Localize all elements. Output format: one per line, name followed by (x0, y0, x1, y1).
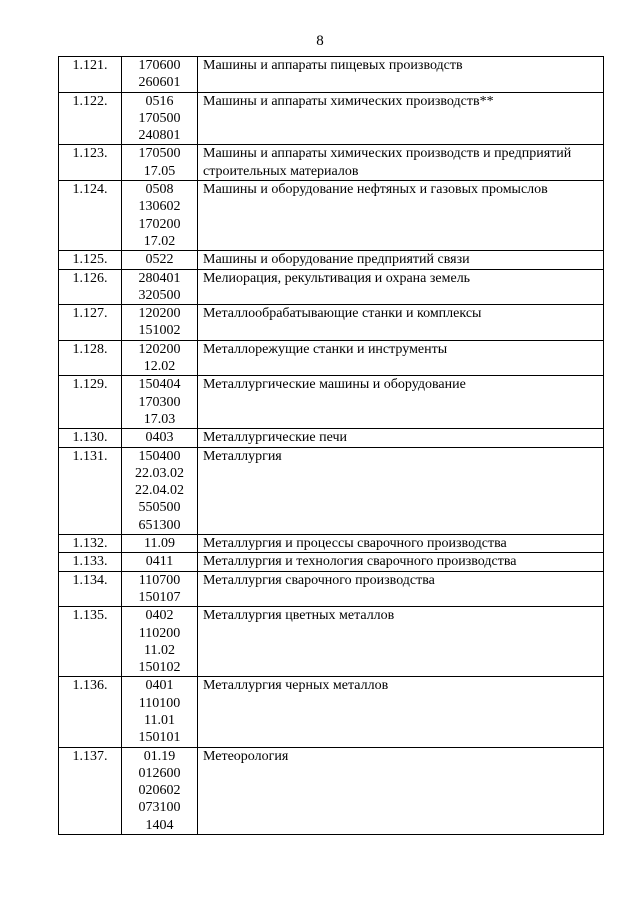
row-number: 1.124. (59, 181, 122, 251)
specialty-code: 0411 (145, 554, 174, 570)
specialty-codes (122, 376, 198, 429)
specialty-codes (122, 340, 198, 376)
specialty-name: Металлургия и процессы сварочного производства (198, 535, 604, 553)
specialty-code: 0508 (145, 182, 174, 198)
specialty-name: Машины и оборудование предприятий связи (198, 251, 604, 269)
specialty-code: 17.05 (143, 163, 176, 179)
row-number: 1.126. (59, 269, 122, 305)
specialty-name: Машины и аппараты химических производств** (198, 92, 604, 145)
row-number: 1.125. (59, 251, 122, 269)
specialty-code: 170500 (138, 146, 181, 162)
specialty-code: 012600 (138, 765, 181, 781)
row-number: 1.135. (59, 607, 122, 677)
row-number: 1.130. (59, 429, 122, 447)
specialty-code: 01.19 (143, 748, 176, 764)
specialty-codes (122, 535, 198, 553)
specialty-code: 073100 (138, 800, 181, 816)
row-number: 1.136. (59, 677, 122, 747)
specialty-codes (122, 181, 198, 251)
specialty-name: Металлургия черных металлов (198, 677, 604, 747)
specialty-name: Мелиорация, рекультивация и охрана земель (198, 269, 604, 305)
specialty-code: 170500 (138, 110, 181, 126)
specialty-name: Металлургические машины и оборудование (198, 376, 604, 429)
table-row (59, 553, 604, 571)
page-number: 8 (316, 33, 324, 49)
specialty-name: Металлургия и технология сварочного производства (198, 553, 604, 571)
specialty-name: Метеорология (198, 747, 604, 834)
row-number: 1.132. (59, 535, 122, 553)
specialty-codes (122, 447, 198, 534)
row-number: 1.137. (59, 747, 122, 834)
specialty-code: 110100 (138, 695, 181, 711)
specialty-code: 1404 (145, 817, 174, 833)
specialty-code: 150404 (138, 377, 181, 393)
specialty-code: 12.02 (143, 359, 176, 375)
specialty-code: 11.09 (144, 536, 175, 552)
specialty-code: 17.02 (143, 233, 176, 249)
specialty-codes (122, 747, 198, 834)
specialty-codes (122, 92, 198, 145)
table-row (59, 535, 604, 553)
specialty-codes (122, 269, 198, 305)
specialty-codes (122, 553, 198, 571)
specialty-code: 0516 (145, 93, 174, 109)
specialty-code: 150107 (138, 589, 181, 605)
specialty-code: 0401 (145, 678, 174, 694)
row-number: 1.122. (59, 92, 122, 145)
specialty-code: 110200 (138, 625, 181, 641)
specialty-name: Машины и аппараты химических производств и предприятий строительных материалов (198, 145, 604, 181)
specialty-name: Металлургия (198, 447, 604, 534)
specialty-code: 120200 (138, 306, 181, 322)
table-row (59, 269, 604, 305)
table-row (59, 305, 604, 341)
specialty-codes (122, 305, 198, 341)
specialty-code: 120200 (138, 341, 181, 357)
specialty-code: 17.03 (143, 411, 176, 427)
specialty-code: 240801 (138, 128, 181, 144)
specialty-codes (122, 145, 198, 181)
row-number: 1.127. (59, 305, 122, 341)
table-row (59, 571, 604, 607)
specialty-code: 11.01 (144, 712, 175, 728)
specialty-code: 151002 (138, 323, 181, 339)
specialty-code: 150101 (138, 730, 181, 746)
specialty-codes (122, 429, 198, 447)
specialty-codes-table (58, 56, 604, 835)
specialty-code: 22.03.02 (135, 465, 184, 481)
row-number: 1.128. (59, 340, 122, 376)
specialty-code: 0402 (145, 608, 174, 624)
specialty-name: Металлургия цветных металлов (198, 607, 604, 677)
table-body (59, 57, 604, 835)
row-number: 1.129. (59, 376, 122, 429)
specialty-code: 651300 (138, 517, 181, 533)
specialty-name: Машины и оборудование нефтяных и газовых промыслов (198, 181, 604, 251)
specialty-code: 130602 (138, 199, 181, 215)
table-row (59, 429, 604, 447)
specialty-name: Металлургия сварочного производства (198, 571, 604, 607)
table-row (59, 92, 604, 145)
specialty-code: 170600 (138, 58, 181, 73)
specialty-code: 020602 (138, 783, 181, 799)
specialty-code: 22.04.02 (135, 483, 184, 499)
specialty-code: 280401 (138, 270, 181, 286)
table-row (59, 607, 604, 677)
specialty-codes (122, 571, 198, 607)
row-number: 1.123. (59, 145, 122, 181)
specialty-name: Металлообрабатывающие станки и комплексы (198, 305, 604, 341)
specialty-name: Металлургические печи (198, 429, 604, 447)
table-row (59, 251, 604, 269)
table-row (59, 181, 604, 251)
row-number: 1.131. (59, 447, 122, 534)
table-row (59, 677, 604, 747)
table-row (59, 447, 604, 534)
table-row (59, 340, 604, 376)
specialty-name: Металлорежущие станки и инструменты (198, 340, 604, 376)
specialty-code: 110700 (138, 572, 181, 588)
specialty-code: 320500 (138, 287, 181, 303)
specialty-code: 550500 (138, 500, 181, 516)
row-number: 1.121. (59, 57, 122, 93)
table-row (59, 376, 604, 429)
table-row (59, 145, 604, 181)
specialty-code: 260601 (138, 75, 181, 91)
specialty-codes (122, 677, 198, 747)
specialty-code: 150400 (138, 448, 181, 464)
specialty-name: Машины и аппараты пищевых производств (198, 57, 604, 93)
specialty-code: 170200 (138, 216, 181, 232)
specialty-code: 150102 (138, 660, 181, 676)
specialty-code: 170300 (138, 394, 181, 410)
table-row (59, 57, 604, 93)
specialty-codes (122, 251, 198, 269)
specialty-codes (122, 607, 198, 677)
specialty-code: 0403 (145, 430, 174, 446)
specialty-code: 11.02 (144, 642, 175, 658)
specialty-codes (122, 57, 198, 93)
table-row (59, 747, 604, 834)
row-number: 1.134. (59, 571, 122, 607)
specialty-code: 0522 (145, 252, 174, 268)
row-number: 1.133. (59, 553, 122, 571)
